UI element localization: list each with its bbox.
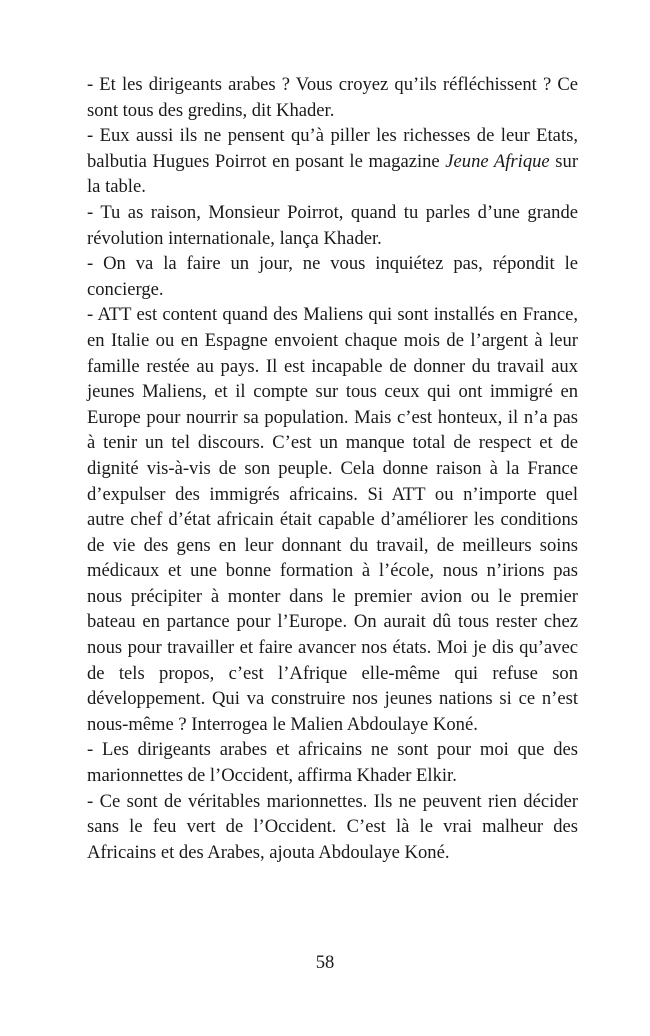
paragraph-4: - On va la faire un jour, ne vous inquiétez pas, répondit le concierge.: [87, 253, 578, 300]
paragraph-6: - Les dirigeants arabes et africains ne sont pour moi que des marionnettes de l’Occident, affirma Khader Elkir.: [87, 739, 578, 787]
paragraph-7: - Ce sont de véritables marionnettes. Ils ne peuvent rien décider sans le feu vert de l’Occident. C’est là le vrai malheur des Africains et des Arabes, ajouta Abdoulaye Koné.: [87, 790, 578, 863]
paragraph-3: - Tu as raison, Monsieur Poirrot, quand tu parles d’une grande révolution internationale, lança Khader.: [87, 201, 578, 249]
paragraph-5: - ATT est content quand des Maliens qui sont installés en France, en Italie ou en Espagne envoient chaque mois de l’argent à leur famille restée au pays. Il est incapable de donner du travail aux jeunes Maliens, et il compte sur tous ceux qui ont immigré en Europe pour nourrir sa population. Mais c’est honteux, il n’a pas à tenir un tel discours. C’est un manque total de respect et de dignité vis-à-vis de son peuple. Cela donne raison à la France d’expulser des immigrés africains. Si ATT ou n’importe quel autre chef d’état africain était capable d’améliorer les conditions de vie des gens en leur donnant du travail, de meilleurs soins médicaux et une bonne formation à l’école, nous n’irions pas nous précipiter à monter dans le premier avion ou le premier bateau en partance pour l’Europe. On aurait dû tous rester chez nous pour travailler et faire avancer nos états. Moi je dis qu’avec de tels propos, c’est l’Afrique elle-même qui refuse son développement. Qui va construire nos jeunes nations si ce n’est nous-même ? Interrogea le Malien Abdoulaye Koné.: [87, 304, 578, 735]
page-number: 58: [315, 952, 335, 973]
paragraph-1: - Et les dirigeants arabes ? Vous croyez qu’ils réfléchissent ? Ce sont tous des gredins, dit Khader.: [87, 74, 578, 121]
paragraph-2: [87, 123, 578, 200]
paragraph-2-text-end: sur la table.: [87, 150, 579, 198]
magazine-title: Jeune Afrique: [445, 150, 550, 172]
paragraph-2-text-start: - Eux aussi ils ne pensent qu’à piller les richesses de leur Etats, balbutia Hugues Poirrot en posant le magazine: [87, 125, 578, 172]
book-page-body: [87, 72, 578, 865]
